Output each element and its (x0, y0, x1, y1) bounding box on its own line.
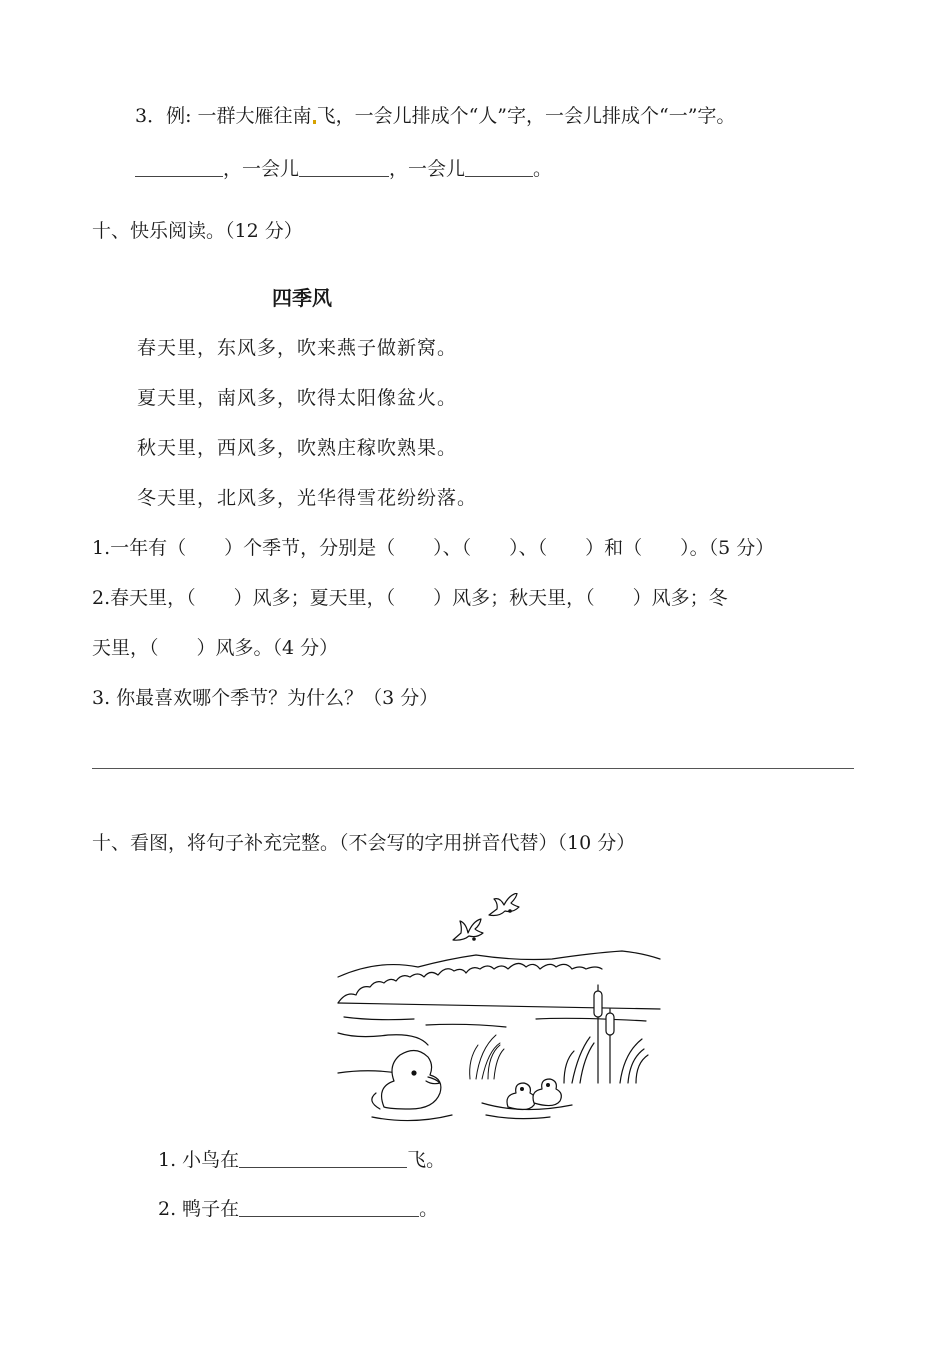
q3-colon: : (185, 105, 192, 127)
poem-line: 夏天里，南风多，吹得太阳像盆火。 (137, 387, 458, 409)
duck-icon (372, 1050, 452, 1120)
q3-fly: 飞 (316, 105, 336, 127)
bird-icon (453, 919, 483, 940)
q3-rest: ，一会儿排成个“人”字，一会儿排成个“一”字。 (335, 105, 736, 127)
q3-example (135, 104, 735, 128)
answer-blank[interactable] (465, 156, 533, 177)
answer-blank[interactable] (135, 156, 223, 177)
mark-dot (313, 120, 316, 124)
q3-prefix: 3．例 (135, 105, 186, 127)
picture-q2-prefix: 2. 鸭子在 (158, 1198, 240, 1220)
bird-icon (489, 893, 519, 916)
section-picture-heading: 十、看图，将句子补充完整。（不会写的字用拼音代替）（10 分） (92, 832, 636, 854)
picture-q1-prefix: 1. 小鸟在 (158, 1149, 240, 1171)
reading-q1: 1.一年有（ ）个季节，分别是（ ）、（ ）、（ ）和（ ）。（5 分） (92, 537, 775, 559)
lake-scene-illustration (336, 893, 662, 1123)
poem-line: 冬天里，北风多，光华得雪花纷纷落。 (137, 487, 478, 509)
answer-rule[interactable] (92, 768, 854, 769)
poem-title: 四季风 (272, 286, 332, 310)
q3-answer-line (135, 156, 552, 181)
picture-q1-suffix: 飞。 (407, 1149, 446, 1171)
duckling-icon (507, 1083, 535, 1110)
picture-q2-suffix: 。 (419, 1198, 439, 1220)
reading-q2-line1: 2.春天里，（ ）风多；夏天里，（ ）风多；秋天里，（ ）风多；冬 (92, 587, 728, 609)
section-reading-heading: 十、快乐阅读。（12 分） (92, 220, 303, 242)
duckling-icon (533, 1079, 561, 1106)
q3-end: 。 (533, 158, 553, 180)
picture-q2 (158, 1196, 438, 1221)
reading-q2-line2: 天里，（ ）风多。（4 分） (92, 637, 339, 659)
poem-line: 秋天里，西风多，吹熟庄稼吹熟果。 (137, 437, 458, 459)
poem-line: 春天里，东风多，吹来燕子做新窝。 (137, 337, 458, 359)
picture-q1 (158, 1147, 445, 1172)
q3-text: 一群大雁往南 (197, 105, 312, 127)
answer-blank[interactable] (299, 156, 389, 177)
answer-blank[interactable] (239, 1147, 407, 1168)
q3-comma1: ，一会儿 (223, 158, 300, 180)
reading-q3: 3. 你最喜欢哪个季节？为什么？（3 分） (92, 687, 439, 709)
q3-comma2: ，一会儿 (389, 158, 466, 180)
answer-blank[interactable] (239, 1196, 419, 1217)
